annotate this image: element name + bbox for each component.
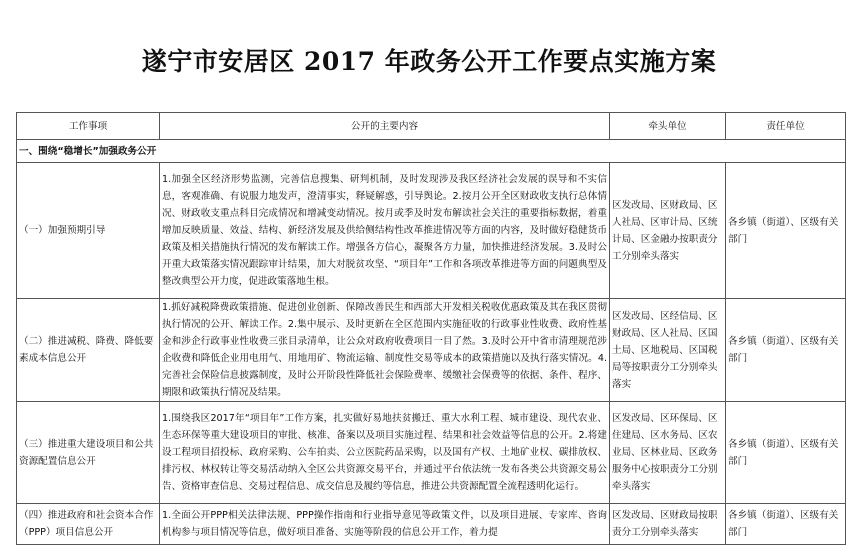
work-item-cell: （二）推进减税、降费、降低要素成本信息公开: [17, 299, 160, 402]
table-row: [17, 504, 846, 545]
content-cell: 1.抓好减税降费政策措施、促进创业创新、保障改善民生和西部大开发相关税收优惠政策及其在我区贯彻执行情况的公开、解读工作。2.集中展示、及时更新在全区范围内实施征收的行政事业性收费、政府性基金和涉企行政事业性收费三张目录清单，让公众对政府收费项目一目了然。3.及时公开中省市清理规范涉企收费和降低企业用电用气、用地用矿、物流运输、制度性交易等成本的政策措施以及执行落实情况。4.完善社会保险信息披露制度，及时公开阶段性降低社会保险费率、缓缴社会保费等的依据、条件、程序、期限和政策执行情况及结果。: [160, 299, 610, 402]
responsible-unit-cell: 各乡镇（街道）、区级有关部门: [726, 163, 846, 299]
table-row: [17, 402, 846, 504]
content-cell: 1.加强全区经济形势监测，完善信息搜集、研判机制，及时发现涉及我区经济社会发展的误导和不实信息，客观准确、有说服力地发声，澄清事实，释疑解惑，引导舆论。2.按月公开全区财政收支执行总体情况、财政收支重点科目完成情况和增减变动情况。按月或季及时发布解读社会关注的重要指标数据，着重增加反映质量、效益、结构、新经济发展及供给侧结构性改革推进情况等方面的内容，及时做好稳健货币政策及相关措施执行情况的发布解读工作。增强各方信心，凝聚各方力量，加快推进经济发展。3.及时公开重大政策落实情况跟踪审计结果，加大对脱贫攻坚、“项目年”工作和各项改革推进等方面的问题典型及整改典型公开力度，促进政策落地生根。: [160, 163, 610, 299]
header-responsible-unit: 责任单位: [726, 113, 846, 140]
lead-unit-cell: 区发改局、区财政局、区人社局、区审计局、区统计局、区金融办按职责分工分别牵头落实: [610, 163, 726, 299]
lead-unit-cell: 区发改局、区财政局按职责分工分别牵头落实: [610, 504, 726, 545]
work-item-cell: （三）推进重大建设项目和公共资源配置信息公开: [17, 402, 160, 504]
content-cell: 1.围绕我区2017年“项目年”工作方案，扎实做好易地扶贫搬迁、重大水利工程、城市建设、现代农业、生态环保等重大建设项目的审批、核准、备案以及项目实施过程、结果和社会效益等信息的公开。2.将建设工程项目招投标、政府采购、公车拍卖、公立医院药品采购，以及国有产权、土地矿业权、碳排放权、排污权、林权转让等交易活动纳入全区公共资源交易平台，并通过平台依法统一发布各类公共资源交易公告、资格审查信息、交易过程信息、成交信息及履约等信息，推进公共资源配置全流程透明化运行。: [160, 402, 610, 504]
lead-unit-cell: 区发改局、区经信局、区财政局、区人社局、区国土局、区地税局、区国税局等按职责分工分别牵头落实: [610, 299, 726, 402]
work-item-cell: （一）加强预期引导: [17, 163, 160, 299]
content-cell: 1.全面公开PPP相关法律法规、PPP操作指南和行业指导意见等政策文件，以及项目进展、专家库、咨询机构参与项目情况等信息，做好项目准备、实施等阶段的信息公开工作，着力提: [160, 504, 610, 545]
responsible-unit-cell: 各乡镇（街道）、区级有关部门: [726, 402, 846, 504]
work-plan-table: [16, 112, 846, 545]
work-item-cell: （四）推进政府和社会资本合作（PPP）项目信息公开: [17, 504, 160, 545]
section-title: 一、围绕“稳增长”加强政务公开: [17, 140, 846, 163]
lead-unit-cell: 区发改局、区环保局、区住建局、区水务局、区农业局、区林业局、区政务服务中心按职责分工分别牵头落实: [610, 402, 726, 504]
responsible-unit-cell: 各乡镇（街道）、区级有关部门: [726, 504, 846, 545]
section-row: [17, 140, 846, 163]
responsible-unit-cell: 各乡镇（街道）、区级有关部门: [726, 299, 846, 402]
page-title: 遂宁市安居区 2017 年政务公开工作要点实施方案: [141, 47, 717, 76]
table-row: [17, 299, 846, 402]
header-main-content: 公开的主要内容: [160, 113, 610, 140]
table-row: [17, 163, 846, 299]
header-work-item: 工作事项: [17, 113, 160, 140]
table-header-row: [17, 113, 846, 140]
header-lead-unit: 牵头单位: [610, 113, 726, 140]
